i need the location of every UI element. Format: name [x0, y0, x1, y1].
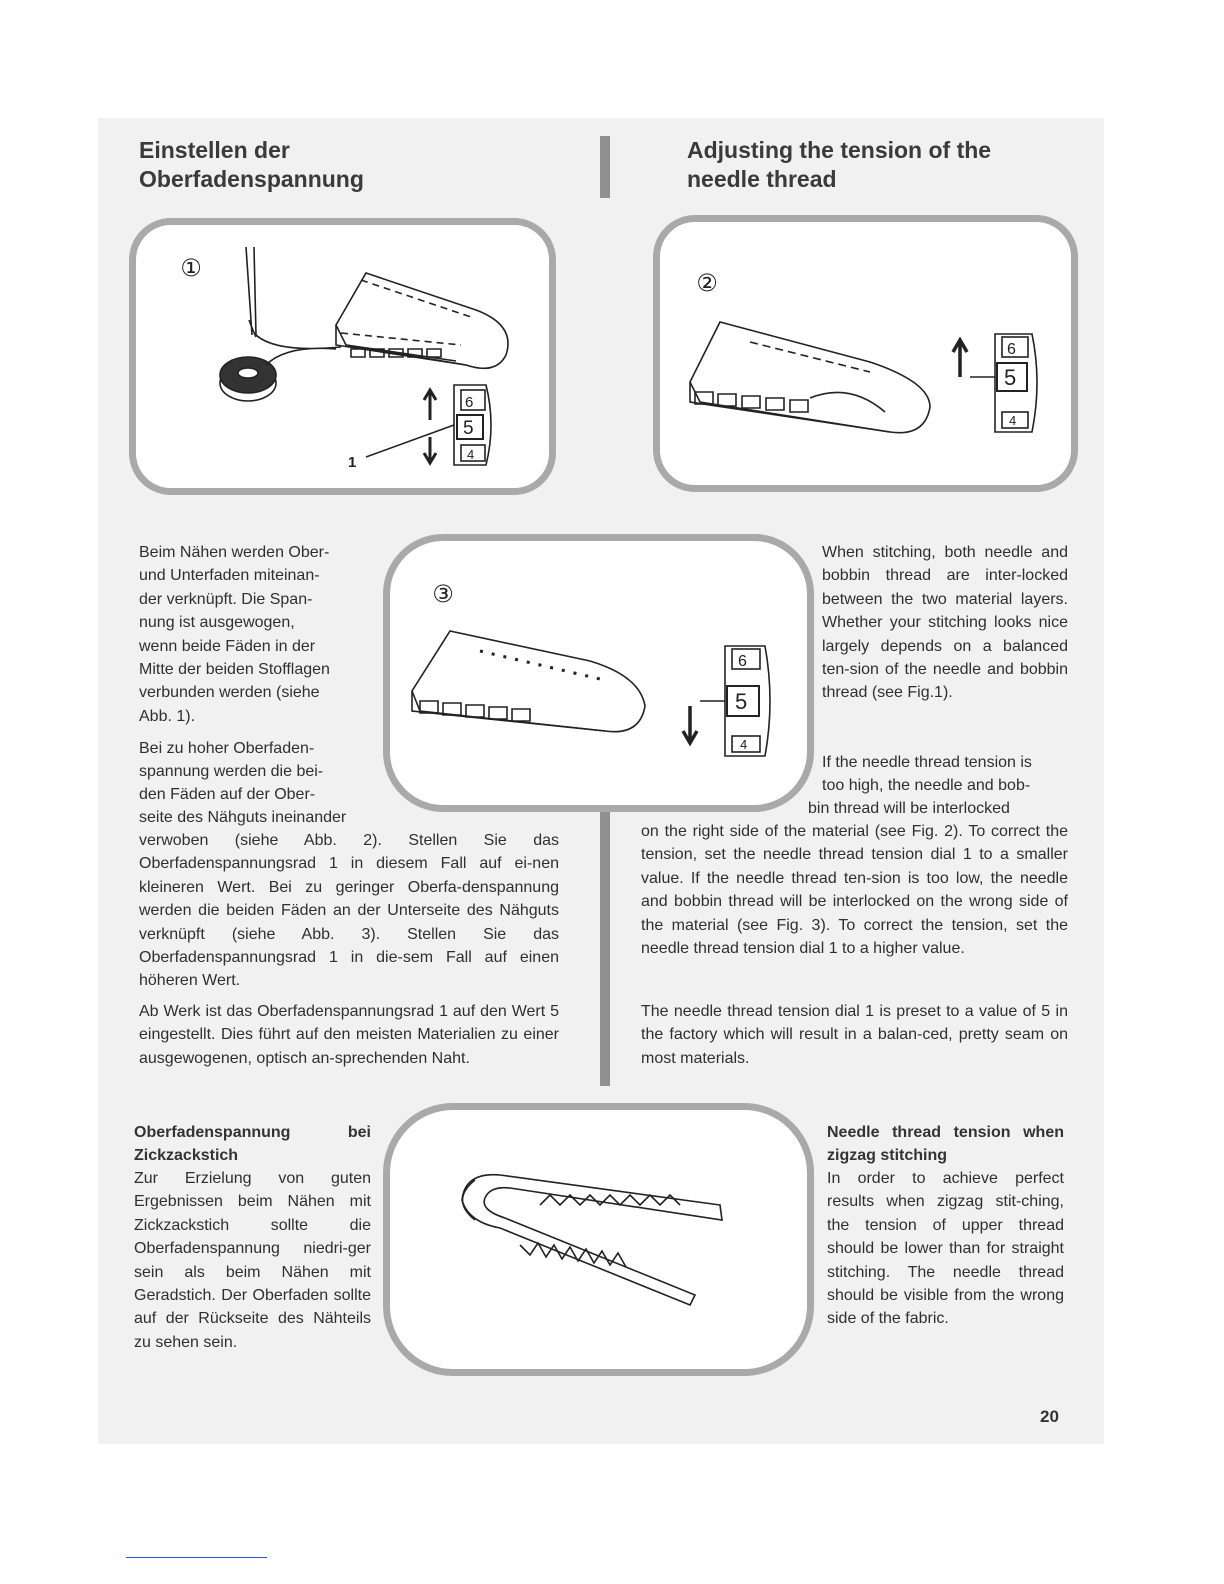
figure-2-dial-bottom: 4 [1009, 413, 1017, 428]
figure-4-panel [383, 1103, 814, 1376]
german-p2-rest: verwoben (siehe Abb. 2). Stellen Sie das Oberfadenspannungsrad 1 in diesem Fall auf ei-nen kleineren Wert. Bei zu geringer Oberfa-denspannung werden die beiden Fäden an der Unterseite des Nähguts verknüpft (siehe Abb. 3). Stellen Sie das Oberfadenspannungsrad 1 in die-sem Fall auf einen höheren Wert. [139, 832, 559, 990]
german-p2-line-4: seite des Nähguts ineinander [139, 809, 347, 826]
german-p1-line-8: Abb. 1). [139, 708, 196, 725]
figure-3-dial-top: 6 [738, 653, 747, 670]
english-p2-line-1: If the needle thread tension is [822, 754, 1032, 771]
figure-2-number: ② [696, 269, 718, 297]
figure-2-panel [653, 215, 1078, 492]
figure-3-illustration [390, 541, 807, 805]
german-p1-line-5: wenn beide Fäden in der [139, 638, 316, 655]
german-paragraph-3: Ab Werk ist das Oberfadenspannungsrad 1 auf den Wert 5 eingestellt. Dies führt auf den meisten Materialien zu einer ausgewogenen, optisch an-sprechenden Naht. [139, 1003, 559, 1067]
german-zigzag-text: Zur Erzielung von guten Ergebnissen beim Nähen mit Zickzackstich sollte die Oberfadenspannung niedri-ger sein als beim Nähen mit Geradstich. Der Oberfaden sollte auf der Rückseite des Nähteils zu sehen sein. [134, 1170, 371, 1351]
figure-1-dial-mid: 5 [463, 418, 474, 439]
german-p1-line-4: nung ist ausgewogen, [139, 614, 295, 631]
german-p2-line-3: den Fäden auf der Ober- [139, 786, 316, 803]
title-english [687, 136, 991, 194]
english-paragraph-3: The needle thread tension dial 1 is preset to a value of 5 in the factory which will result in a balan-ced, pretty seam on most materials. [641, 1003, 1068, 1067]
english-zigzag-text: In order to achieve perfect results when zigzag stit-ching, the tension of upper thread should be lower than for straight stitching. The needle thread should be visible from the wrong side of the fabric. [827, 1170, 1064, 1328]
title-english-line2: needle thread [687, 166, 837, 192]
figure-2-dial-mid: 5 [1004, 365, 1017, 390]
figure-3-dial-bottom: 4 [740, 737, 748, 752]
german-zigzag-heading: Oberfadenspannung bei Zickzackstich [134, 1124, 371, 1165]
page-number: 20 [1040, 1407, 1059, 1426]
english-p2-line-3: bin thread will be interlocked [808, 800, 1010, 817]
column-divider-top [600, 136, 610, 198]
german-p1-line-7: verbunden werden (siehe [139, 684, 320, 701]
figure-1-number: ① [180, 254, 202, 282]
german-p2-line-1: Bei zu hoher Oberfaden- [139, 740, 315, 757]
figure-3-dial-mid: 5 [735, 689, 748, 714]
figure-1-panel [129, 218, 556, 495]
german-p1-line-2: und Unterfaden miteinan- [139, 567, 320, 584]
column-divider-middle [600, 800, 610, 1086]
english-zigzag-heading: Needle thread tension when zigzag stitching [827, 1124, 1064, 1165]
figure-1-dial-top: 6 [465, 394, 474, 411]
english-p2-rest: on the right side of the material (see Fig. 2). To correct the tension, set the needle thread tension dial 1 to a smaller value. If the needle thread ten-sion is too low, the needle and bobbin thread will be interlocked on the wrong side of the material (see Fig. 3). To correct the tension, set the needle thread tension dial 1 to a higher value. [641, 823, 1068, 958]
german-p1-line-3: der verknüpft. Die Span- [139, 591, 313, 608]
title-german-line2: Oberfadenspannung [139, 166, 364, 192]
figure-1-illustration [136, 225, 549, 488]
english-paragraph-1: When stitching, both needle and bobbin thread are inter-locked between the two material layers. Whether your stitching looks nice largely depends on a balanced ten-sion of the needle and bobbin thread (see Fig.1). [822, 544, 1068, 702]
figure-1-dial-bottom: 4 [467, 447, 475, 462]
footer-rule [126, 1557, 267, 1558]
english-p2-line-2: too high, the needle and bob- [822, 777, 1031, 794]
figure-3-panel [383, 534, 814, 812]
german-p1-line-6: Mitte der beiden Stofflagen [139, 661, 330, 678]
figure-1-callout: 1 [348, 454, 357, 471]
german-p2-line-2: spannung werden die bei- [139, 763, 324, 780]
figure-2-illustration [660, 222, 1071, 485]
german-p1-line-1: Beim Nähen werden Ober- [139, 544, 330, 561]
title-german-line1: Einstellen der [139, 137, 290, 163]
figure-4-zigzag-illustration [390, 1110, 807, 1369]
title-german [139, 136, 364, 194]
title-english-line1: Adjusting the tension of the [687, 137, 992, 163]
figure-2-dial-top: 6 [1007, 341, 1016, 358]
figure-3-number: ③ [432, 580, 454, 608]
